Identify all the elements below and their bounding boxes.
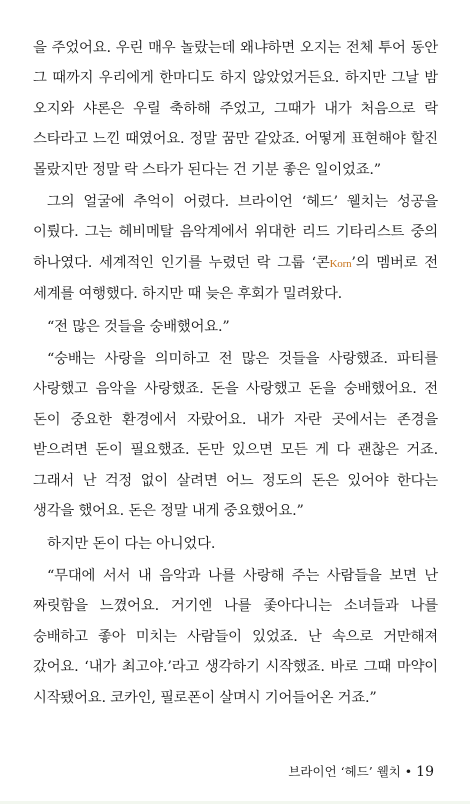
inline-english-annotation: Korn xyxy=(329,257,352,270)
paragraph-text: ’의 멤버로 전 세계를 여행했다. 하지만 때 늦은 후회가 밀려왔다. xyxy=(33,254,438,303)
page-number: 19 xyxy=(416,764,434,780)
paragraph xyxy=(33,187,438,310)
body-text xyxy=(33,33,438,713)
paragraph: “숭배는 사랑을 의미하고 전 많은 것들을 사랑했죠. 파티를 사랑했고 음악을 사랑했죠. 돈을 사랑했고 돈을 숭배했어요. 전 돈이 중요한 환경에서 자랐어요. 내가 자란 곳에서는 존경을 받으려면 돈이 필요했죠. 돈만 있으면 모든 게 다 괜찮은 거죠. 그래서 난 걱정 없이 살려면 어느 정도의 돈은 있어야 한다는 생각을 했어요. 돈은 정말 내게 중요했어요.” xyxy=(33,351,438,520)
paragraph: “전 많은 것들을 숭배했어요.” xyxy=(47,318,230,335)
paragraph: “무대에 서서 내 음악과 나를 사랑해 주는 사람들을 보면 난 짜릿함을 느꼈어요. 거기엔 나를 좇아다니는 소녀들과 나를 숭배하고 좋아 미치는 사람들이 있었죠. 난 속으로 거만해져 갔어요. ‘내가 최고야.’라고 생각하기 시작했죠. 바로 그때 마약이 시작됐어요. 코카인, 필로폰이 살며시 기어들어온 거죠.” xyxy=(33,567,438,706)
paragraph-text: 그의 얼굴에 추억이 어렸다. 브라이언 ‘헤드’ 웰치는 성공을 이뤘다. 그는 헤비메탈 음악계에서 위대한 리드 기타리스트 중의 하나였다. 세계적인 인기를 누렸던 락 그룹 ‘콘 xyxy=(33,194,438,271)
paragraph-continued: 을 주었어요. 우린 매우 놀랐는데 왜냐하면 오지는 전체 투어 동안 그 때까지 우리에게 한마디도 하지 않았었거든요. 하지만 그날 밤 오지와 샤론은 우릴 축하해 주었고, 그때가 내가 처음으로 락 스타라고 느낀 때였어요. 정말 꿈만 같았죠. 어떻게 표현해야 할진 몰랐지만 정말 락 스타가 된다는 건 기분 좋은 일이었죠.” xyxy=(33,40,438,178)
paragraph: 하지만 돈이 다는 아니었다. xyxy=(47,535,216,552)
page-footer xyxy=(288,762,434,780)
running-title: 브라이언 ‘헤드’ 웰치 • xyxy=(288,764,413,779)
